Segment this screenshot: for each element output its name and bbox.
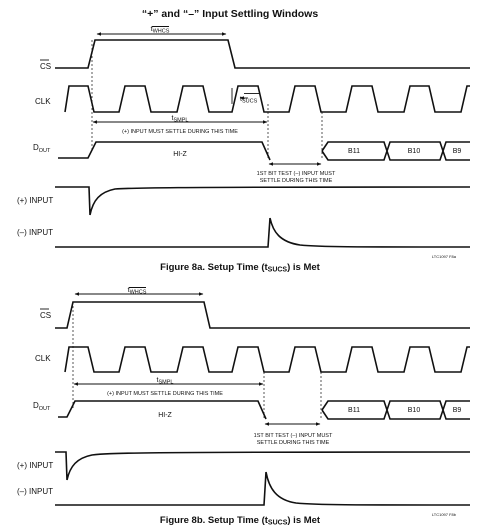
cs-waveform bbox=[55, 302, 470, 328]
figure-8b bbox=[17, 287, 470, 527]
dout-label: $D_{OUT}$ bbox=[33, 143, 51, 154]
t-smpl-label: $t_{SMPL}$ bbox=[171, 115, 189, 124]
pos-input-waveform bbox=[55, 452, 470, 480]
t-whcs-label: $t_{WHCS}$ bbox=[127, 287, 147, 296]
first-bit-note: 1ST BIT TEST (–) INPUT MUST bbox=[253, 433, 333, 439]
dout-label: $D_{OUT}$ bbox=[33, 401, 51, 412]
settle-note: (+) INPUT MUST SETTLE DURING THIS TIME bbox=[107, 391, 223, 397]
figure-ref: LTC1097 F8a bbox=[431, 254, 456, 259]
t-whcs-label: $t_{WHCS}$ bbox=[150, 26, 170, 35]
cs-label: CS bbox=[40, 62, 52, 71]
clk-waveform bbox=[65, 86, 470, 112]
bit-label: B9 bbox=[452, 148, 462, 155]
page-title: “+” and “–” Input Settling Windows bbox=[141, 8, 319, 20]
first-bit-note: SETTLE DURING THIS TIME bbox=[256, 440, 330, 446]
dout-bit-cells bbox=[322, 142, 470, 160]
figure-8a bbox=[17, 26, 470, 274]
neg-input-waveform bbox=[55, 472, 470, 505]
bit-label: B9 bbox=[452, 407, 462, 414]
neg-input-label: (–) INPUT bbox=[17, 487, 53, 496]
figure-8b-caption: Figure 8b. Setup Time (tSUCS) is Met bbox=[159, 515, 321, 527]
bit-label: B11 bbox=[348, 407, 360, 414]
dout-bit-cells bbox=[322, 401, 470, 419]
t-sucs-label: $t_{SUCS}$ bbox=[240, 96, 258, 105]
pos-input-label: (+) INPUT bbox=[17, 461, 54, 470]
figure-ref: LTC1097 F8b bbox=[431, 512, 456, 517]
clk-label: CLK bbox=[35, 97, 51, 106]
cs-waveform bbox=[55, 40, 470, 68]
clk-label: CLK bbox=[35, 354, 51, 363]
first-bit-note: 1ST BIT TEST (–) INPUT MUST bbox=[256, 171, 336, 177]
settle-note: (+) INPUT MUST SETTLE DURING THIS TIME bbox=[122, 129, 238, 135]
bit-label: B10 bbox=[407, 148, 421, 155]
cs-label: CS bbox=[40, 311, 52, 320]
dout-waveform-hiz bbox=[58, 142, 270, 160]
hiz-label: HI-Z bbox=[173, 151, 187, 158]
pos-input-label: (+) INPUT bbox=[17, 196, 54, 205]
neg-input-label: (–) INPUT bbox=[17, 228, 53, 237]
bit-label: B11 bbox=[348, 148, 360, 155]
first-bit-note: SETTLE DURING THIS TIME bbox=[259, 178, 333, 184]
clk-waveform bbox=[65, 347, 470, 372]
neg-input-waveform bbox=[55, 218, 470, 247]
t-smpl-label: $t_{SMPL}$ bbox=[156, 377, 174, 386]
bit-label: B10 bbox=[407, 407, 421, 414]
figure-8a-caption: Figure 8a. Setup Time (tSUCS) is Met bbox=[160, 262, 320, 274]
hiz-label: HI-Z bbox=[158, 412, 172, 419]
pos-input-waveform bbox=[55, 187, 470, 215]
